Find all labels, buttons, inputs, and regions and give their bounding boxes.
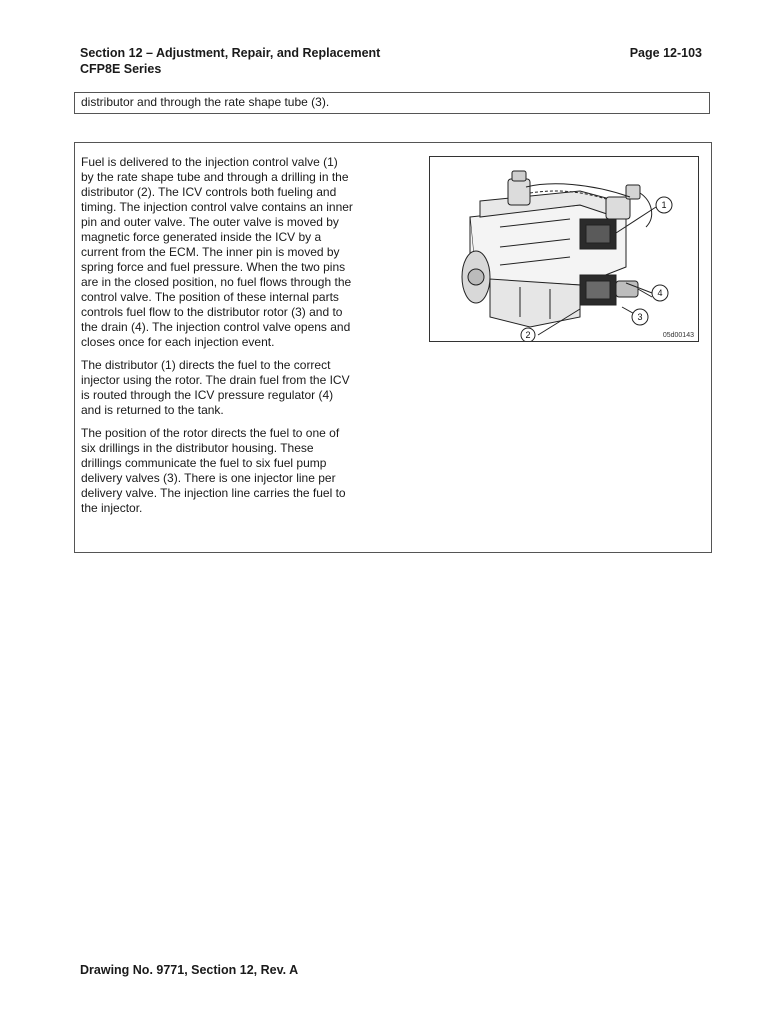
series-label: CFP8E Series — [80, 62, 162, 76]
paragraph-2: The distributor (1) directs the fuel to the correct injector using the rotor. The drain fuel from the ICV is routed through the ICV pressure regulator (4) and is returned to the tank. — [81, 358, 350, 417]
content-box — [74, 142, 712, 553]
page-header — [80, 45, 380, 77]
callout-1: 1 — [661, 200, 667, 210]
section-title: Section 12 – Adjustment, Repair, and Replacement — [80, 46, 381, 60]
continued-text: distributor and through the rate shape tube (3). — [81, 95, 330, 109]
figure-code: 05d00143 — [662, 332, 694, 339]
continued-text-box — [74, 92, 710, 114]
page-number: Page 12-103 — [629, 46, 702, 60]
callout-4: 4 — [657, 288, 663, 298]
paragraph-3: The position of the rotor directs the fuel to one of six drillings in the distributor housing. These drillings communicate the fuel to six fuel pump delivery valves (3). There is one injector line per delivery valve. The injection line carries the fuel to the injector. — [81, 426, 346, 515]
callout-2: 2 — [525, 330, 531, 340]
pump-drawing — [430, 157, 698, 341]
fuel-pump-illustration — [429, 156, 699, 342]
page-footer: Drawing No. 9771, Section 12, Rev. A — [80, 963, 299, 977]
paragraph-1: Fuel is delivered to the injection control valve (1) by the rate shape tube and through a drilling in the distributor (2). The ICV controls both fueling and timing. The injection control valve contains an inner pin and outer valve. The outer valve is moved by magnetic force generated inside the ICV by a current from the ECM. The inner pin is moved by spring force and fuel pressure. When the two pins are in the closed position, no fuel flows through the control valve. The position of these internal parts controls fuel flow to the distributor rotor (3) and to the drain (4). The injection control valve opens and closes once for each injection event. — [81, 155, 353, 349]
callout-3: 3 — [637, 312, 643, 322]
body-text — [81, 155, 353, 524]
